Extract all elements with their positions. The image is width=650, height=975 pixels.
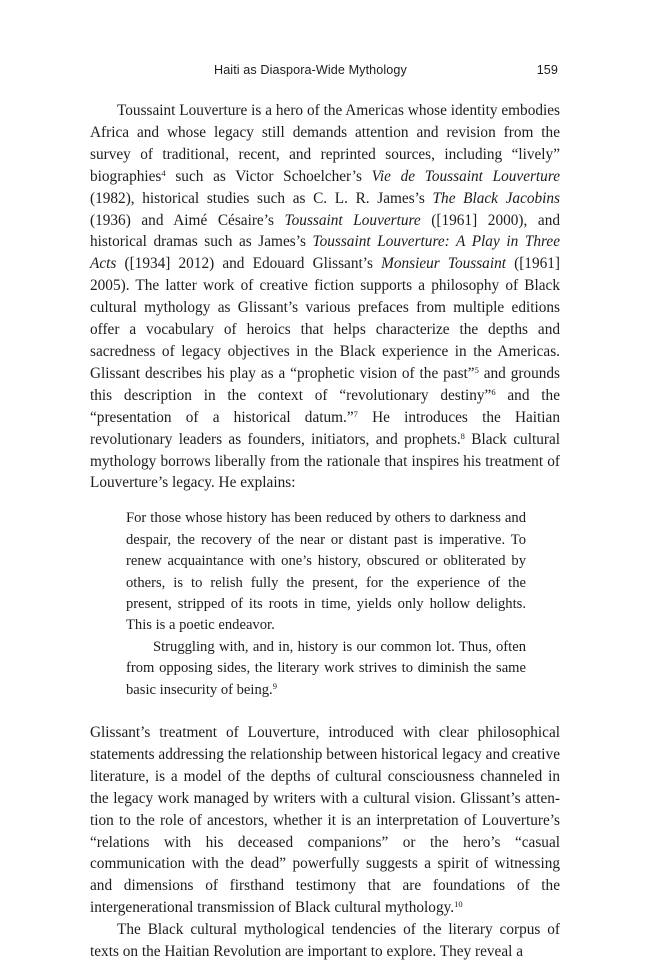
text-run: ([1934] 2012) and Edouard Glissant’s xyxy=(116,255,382,273)
paragraph-1 xyxy=(90,100,560,494)
running-head xyxy=(90,60,560,82)
book-title: The Black Jacobins xyxy=(432,189,561,207)
paragraph-3: The Black cultural mythological tendencies of the literary corpus of texts on the Haitian Revolution are important to explore. They reveal a xyxy=(90,921,560,961)
footnote-marker: 7 xyxy=(353,408,358,419)
book-title: Toussaint Louverture: A Play in Three Acts xyxy=(90,233,560,273)
text-run: ([1961] 2005). The latter work of creative fiction supports a philosophy of Black cultural mythology as Glissant’s various prefaces from multiple editions offer a vocabulary of heroics that helps characterize the depths and sacredness of legacy objectives in the Black experience in the Americas. Glissant describes his play as a “prophetic vision of the past” xyxy=(90,255,560,382)
text-run: and grounds this description in the context of “revolutionary destiny” xyxy=(90,364,560,404)
book-page xyxy=(90,60,560,963)
footnote-marker: 8 xyxy=(460,430,465,441)
text-run: He introduces the Haitian revolutionary leaders as founders, initiators, and prophets. xyxy=(90,408,560,448)
block-quote xyxy=(126,508,526,701)
paragraph-2 xyxy=(90,722,560,919)
body-text xyxy=(90,100,560,963)
book-title: Vie de Toussaint Louverture xyxy=(371,167,561,185)
footnote-marker: 4 xyxy=(161,167,166,178)
quote-paragraph-1: For those whose history has been reduced by others to darkness and despair, the recovery of the near or distant past is imperative. To renew acquaintance with one’s history, obscured or obliterated by others, is to relish fully the present, for the experience of the present, stripped of its roots in time, yields only hollow delights. This is a poetic endeavor. xyxy=(126,510,526,634)
book-title: Toussaint Louverture xyxy=(284,211,421,229)
text-run: Toussaint Louverture is a hero of the Americas whose identity embodies Africa and whose legacy still demands attention and revision from the survey of traditional, recent, and reprinted sources, including “lively” biographies xyxy=(90,102,560,185)
text-run: and the “presentation of a historical datum.” xyxy=(90,386,560,426)
footnote-marker: 6 xyxy=(491,386,496,397)
page-number: 159 xyxy=(536,63,558,77)
footnote-marker: 5 xyxy=(474,364,479,375)
footnote-marker: 9 xyxy=(272,680,277,691)
text-run: (1982), historical studies such as C. L. R. James’s xyxy=(90,189,433,207)
text-run: such as Victor Schoelcher’s xyxy=(165,167,372,185)
text-run: (1936) and Aimé Césaire’s xyxy=(90,211,285,229)
text-run: Glissant’s treatment of Louverture, introduced with clear philosophical statements addressing the relationship between historical legacy and creative literature, is a model of the depths of cultural consciousness channeled in the legacy work managed by writers with a cultural vision. Glissant’s attention to the role of ancestors, whether it is an interpretation of Louverture’s “relations with his deceased companions” or the hero’s “casual communication with the dead” powerfully suggests a spirit of witnessing and dimensions of firsthand testimony that are foundations of the intergenerational transmission of Black cultural mythology. xyxy=(90,723,560,917)
quote-paragraph-2 xyxy=(126,637,526,701)
text-run: Black cultural mythology borrows liberally from the rationale that inspires his treatment of Louverture’s legacy. He explains: xyxy=(90,430,560,492)
text-run: Struggling with, and in, history is our common lot. Thus, often from opposing sides, the literary work strives to diminish the same basic insecurity of being. xyxy=(126,638,526,698)
running-title: Haiti as Diaspora-Wide Mythology xyxy=(214,63,407,77)
footnote-marker: 10 xyxy=(454,899,463,910)
book-title: Monsieur Toussaint xyxy=(381,255,506,273)
text-run: ([1961] 2000), and historical dramas such as James’s xyxy=(90,211,561,251)
